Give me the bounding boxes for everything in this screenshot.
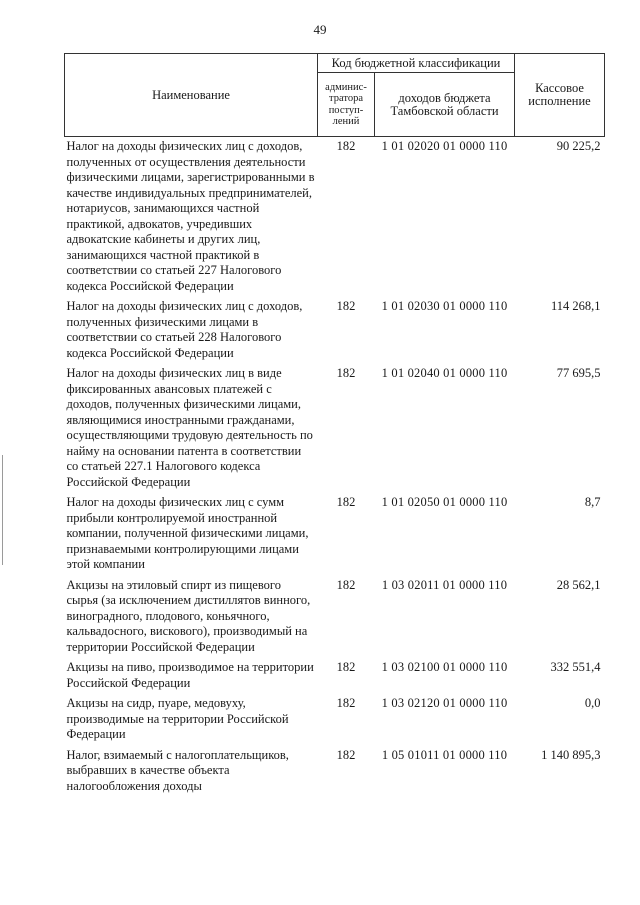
- row-budget-code: 1 01 02020 01 0000 110: [381, 139, 508, 153]
- row-amount: 1 140 895,3: [541, 747, 601, 762]
- row-name: Акцизы на пиво, производимое на территории Российской Федерации: [66, 660, 314, 690]
- table-row: [65, 658, 605, 694]
- row-name: Налог, взимаемый с налогоплательщиков, выбравших в качестве объекта налогообложения доходы: [66, 747, 289, 793]
- row-name: Налог на доходы физических лиц с доходов, полученных от осуществления деятельности физическими лицами, зарегистрированными в качестве индивидуальных предпринимателей, нотариусов, занимающихся частной практикой, адвокатов, учредивших адвокатские кабинеты и других лиц, занимающихся частной практикой в соответствии со статьей 227 Налогового кодекса Российской Федерации: [66, 139, 315, 293]
- row-admin-code: 182: [336, 495, 356, 509]
- row-amount: 28 562,1: [556, 577, 601, 592]
- table-row: [65, 364, 605, 493]
- row-budget-code: 1 03 02120 01 0000 110: [381, 696, 508, 710]
- row-amount: 0,0: [584, 696, 601, 710]
- row-name: Акцизы на сидр, пуаре, медовуху, производимые на территории Российской Федерации: [66, 696, 289, 741]
- row-amount: 8,7: [584, 495, 601, 509]
- row-name: Налог на доходы физических лиц с сумм прибыли контролируемой иностранной компании, полученной физическими лицами, признаваемыми контролирующими лицами этой компании: [66, 495, 309, 571]
- row-amount: 77 695,5: [556, 366, 601, 380]
- row-name: Налог на доходы физических лиц с доходов, полученных физическими лицами в соответствии со статьей 228 Налогового кодекса Российской Федерации: [66, 299, 303, 360]
- row-amount: 90 225,2: [556, 139, 601, 153]
- row-admin-code: 182: [336, 139, 356, 153]
- header-cash-execution: Кассовое исполнение: [515, 54, 605, 137]
- scan-margin-line: [2, 455, 3, 565]
- table-row: [65, 694, 605, 746]
- row-name: Акцизы на этиловый спирт из пищевого сырья (за исключением дистиллятов винного, виноградного, плодового, коньячного, кальвадосного, вискового), производимый на территории Российской Федерации: [66, 577, 311, 654]
- row-amount: 332 551,4: [550, 660, 601, 674]
- header-revenue-code: доходов бюджета Тамбовской области: [375, 73, 515, 137]
- table-header: [65, 54, 605, 137]
- row-budget-code: 1 01 02050 01 0000 110: [381, 495, 508, 509]
- row-budget-code: 1 05 01011 01 0000 110: [381, 747, 508, 762]
- row-name: Налог на доходы физических лиц в виде фиксированных авансовых платежей с доходов, полученных физическими лицами, являющимися иностранными гражданами, осуществляющими трудовую деятельность по найму на основании патента в соответствии со статьей 227.1 Налогового кодекса Российской Федерации: [66, 366, 313, 489]
- table-row: [65, 493, 605, 576]
- table-row: [65, 576, 605, 659]
- revenue-table: [64, 53, 605, 797]
- header-classification-code: Код бюджетной классификации: [318, 54, 515, 73]
- row-admin-code: 182: [336, 660, 356, 674]
- row-budget-code: 1 01 02040 01 0000 110: [381, 366, 508, 380]
- row-budget-code: 1 03 02011 01 0000 110: [381, 577, 508, 592]
- header-administrator: админис-тратора поступ-лений: [318, 73, 375, 137]
- row-budget-code: 1 01 02030 01 0000 110: [381, 299, 508, 313]
- row-admin-code: 182: [336, 577, 356, 592]
- row-admin-code: 182: [336, 366, 356, 380]
- table-row: [65, 137, 605, 298]
- row-amount: 114 268,1: [550, 299, 601, 313]
- row-admin-code: 182: [336, 696, 356, 710]
- table-row: [65, 746, 605, 798]
- row-admin-code: 182: [336, 747, 356, 762]
- row-admin-code: 182: [336, 299, 356, 313]
- row-budget-code: 1 03 02100 01 0000 110: [381, 660, 508, 674]
- table-body: [65, 137, 605, 798]
- page-number: 49: [313, 22, 327, 37]
- table-row: [65, 297, 605, 364]
- header-name: Наименование: [65, 54, 318, 137]
